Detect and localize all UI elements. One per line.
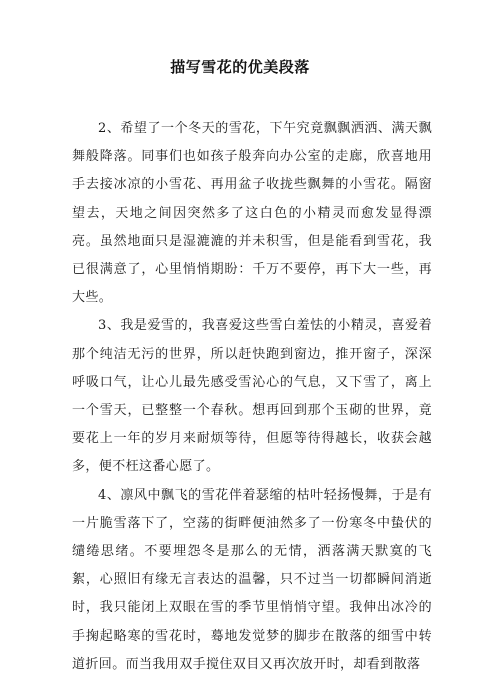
document-title: 描写雪花的优美段落 [170,58,310,76]
paragraph-2: 2、希望了一个冬天的雪花，下午究竟飘飘洒洒、满天飘舞般降落。同事们也如孩子般奔向办公室的走廊，欣喜地用手去接冰凉的小雪花、再用盆子收拢些飘舞的小雪花。隔窗望去，天地之间因突然多了这白色的小精灵而愈发显得漂亮。虽然地面只是湿漉漉的并未积雪，但是能看到雪花，我已很满意了，心里悄悄期盼：千万不要停，再下大一些，再大些。 [72,121,432,306]
paragraph-4: 4、凛风中飘飞的雪花伴着瑟缩的枯叶轻扬慢舞，于是有一片脆雪落下了，空荡的街畔便油然多了一份寒冬中蛰伏的缱绻思绪。不要埋怨冬是那么的无情，洒落满天默寞的飞絮，心照旧有缘无言表达的温馨，只不过当一切都瞬间消逝时，我只能闭上双眼在雪的季节里悄悄守望。我伸出冰冷的手掬起略寒的雪花时，蓦地发觉梦的脚步在散落的细雪中转道折回。而当我用双手搅住双目又再次放开时，却看到散落 [72,487,432,672]
paragraph-3: 3、我是爱雪的，我喜爱这些雪白羞怯的小精灵，喜爱着那个纯洁无污的世界，所以赶快跑到窗边，推开窗子，深深呼吸口气，让心儿最先感受雪沁心的气息，又下雪了，离上一个雪天，已整整一个春秋。想再回到那个玉砌的世界，竟要花上一年的岁月来耐烦等待，但愿等待得越长，收获会越多，便不枉这番心愿了。 [72,318,432,475]
document-body [72,115,432,679]
